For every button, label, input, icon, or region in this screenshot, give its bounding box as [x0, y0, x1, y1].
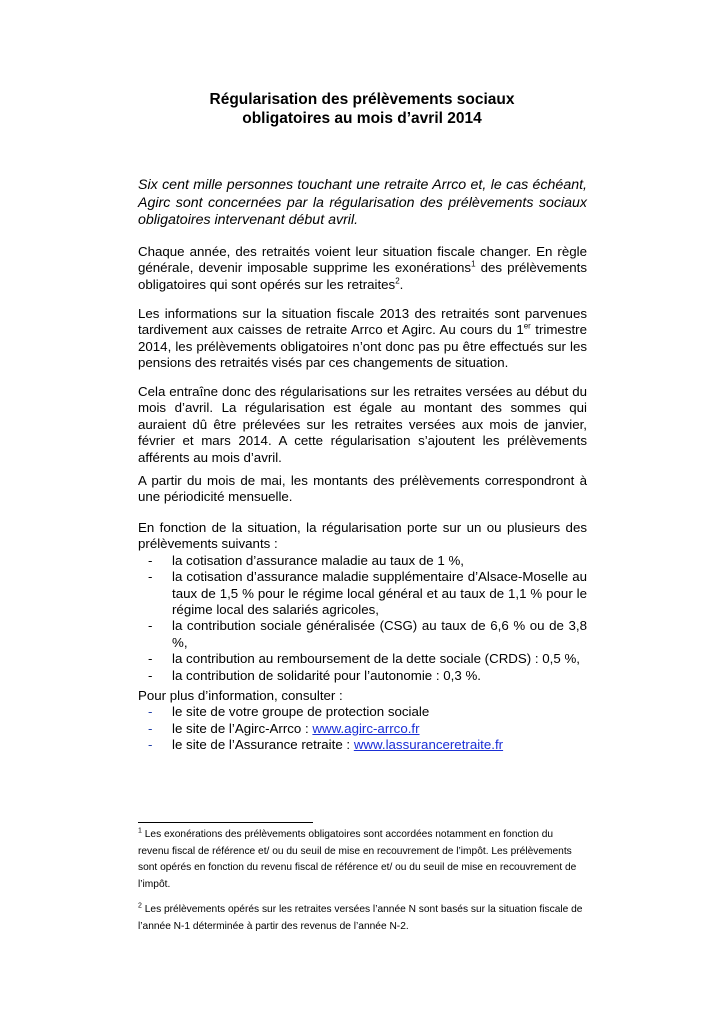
- paragraph-2-text-a: Les informations sur la situation fiscale 2013 des retraités sont parvenues tardivement aux caisses de retraite Arrco et Agirc. Au cours du 1: [138, 306, 587, 338]
- paragraph-4: A partir du mois de mai, les montants des prélèvements correspondront à une périodicité mensuelle.: [138, 473, 587, 505]
- bullet-dash: -: [148, 651, 153, 667]
- bullet-dash: -: [148, 667, 153, 683]
- paragraph-2: [138, 306, 587, 372]
- list-item-text: le site de l’Assurance retraite :: [172, 737, 354, 753]
- paragraph-2-text-b: trimestre 2014, les prélèvements obligatoires n’ont donc pas pu être effectués sur les pensions des retraités visés par ces changements de situation.: [138, 322, 587, 371]
- more-info-section: [138, 688, 587, 754]
- assurance-retraite-link[interactable]: www.lassuranceretraite.fr: [353, 737, 504, 753]
- title-line-1: Régularisation des prélèvements sociaux: [209, 91, 515, 108]
- list-item-text: le site de votre groupe de protection sociale: [172, 704, 430, 720]
- paragraph-1-text-c: .: [399, 276, 404, 292]
- footnote-2: [138, 902, 587, 935]
- more-info-intro: Pour plus d’information, consulter :: [138, 688, 343, 703]
- paragraph-1-text-a: Chaque année, des retraités voient leur situation fiscale changer. En règle générale, devenir imposable supprime les exonérations: [138, 244, 587, 276]
- lead-paragraph: Six cent mille personnes touchant une retraite Arrco et, le cas échéant, Agirc sont concernées par la régularisation des prélèvements sociaux obligatoires intervenant début avril.: [138, 177, 587, 228]
- list-item: [138, 651, 587, 667]
- paragraph-1: [138, 244, 587, 293]
- footnote-2-text: Les prélèvements opérés sur les retraites versées l’année N sont basés sur la situation fiscale de l’année N-1 déterminée à partir des revenus de l’année N-2.: [138, 904, 583, 932]
- list-item: [138, 704, 587, 720]
- list-item-text: la contribution sociale généralisée (CSG) au taux de 6,6 % ou de 3,8 %,: [172, 618, 587, 650]
- levies-section: [138, 520, 587, 684]
- list-item-text: le site de l’Agirc-Arrco :: [172, 720, 313, 736]
- paragraph-1-text-b: des prélèvements obligatoires qui sont opérés sur les retraites: [138, 260, 587, 292]
- bullet-dash: -: [148, 737, 153, 753]
- list-item: [138, 721, 587, 737]
- list-item-text: la cotisation d’assurance maladie supplémentaire d’Alsace-Moselle au taux de 1,5 % pour le régime local général et au taux de 1,1 % pour le régime local des salariés agricoles,: [172, 569, 587, 618]
- levies-list: [138, 553, 587, 684]
- bullet-dash: -: [148, 720, 153, 736]
- bullet-dash: -: [148, 618, 153, 634]
- paragraph-3: Cela entraîne donc des régularisations sur les retraites versées au début du mois d’avril. La régularisation est égale au montant des sommes qui auraient dû être prélevées sur les retraites versées aux mois de janvier, février et mars 2014. A cette régularisation s’ajoutent les prélèvements afférents au mois d’avril.: [138, 384, 587, 465]
- list-item: [138, 569, 587, 618]
- footnote-2-number: 2: [138, 902, 142, 910]
- footnote-ref-2: 2: [395, 276, 400, 286]
- superscript-er: er: [523, 321, 531, 331]
- agirc-arrco-link[interactable]: www.agirc-arrco.fr: [312, 720, 420, 736]
- footnote-divider: [138, 822, 313, 823]
- bullet-dash: -: [148, 704, 153, 720]
- list-item: [138, 668, 587, 684]
- title-line-2: obligatoires au mois d’avril 2014: [242, 110, 482, 127]
- list-item: [138, 737, 587, 753]
- list-item-text: la contribution de solidarité pour l’autonomie : 0,3 %.: [172, 667, 481, 683]
- more-info-list: [138, 704, 587, 753]
- bullet-dash: -: [148, 552, 153, 568]
- footnote-1: [138, 827, 587, 893]
- footnote-1-text: Les exonérations des prélèvements obligatoires sont accordées notamment en fonction du revenu fiscal de référence et/ ou du seuil de mise en recouvrement de l’impôt. Les prélèvements sont opérés en fonction du revenu fiscal de référence et/ ou du seuil de mise en recouvrement de l’impôt.: [138, 829, 577, 890]
- bullet-dash: -: [148, 569, 153, 585]
- page-title: [120, 90, 604, 128]
- footnote-1-number: 1: [138, 827, 142, 835]
- list-item: [138, 553, 587, 569]
- list-item-text: la contribution au remboursement de la dette sociale (CRDS) : 0,5 %,: [172, 651, 580, 667]
- paragraph-5: En fonction de la situation, la régularisation porte sur un ou plusieurs des prélèvements suivants :: [138, 520, 587, 552]
- footnote-ref-1: 1: [471, 259, 476, 269]
- list-item: [138, 618, 587, 651]
- list-item-text: la cotisation d’assurance maladie au taux de 1 %,: [172, 552, 464, 568]
